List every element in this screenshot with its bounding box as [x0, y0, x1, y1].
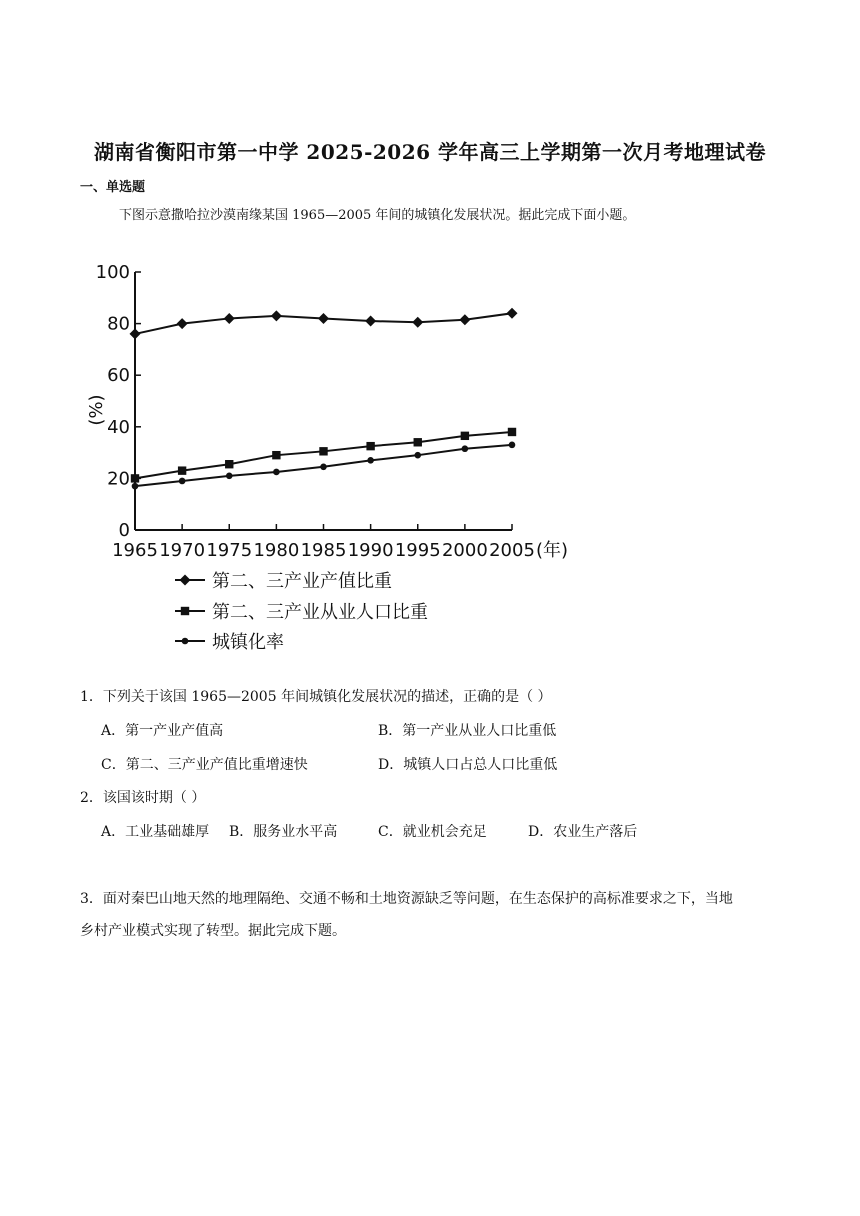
series-3-point [179, 478, 186, 485]
x-tick-label: 1985 [300, 540, 347, 561]
series-1-point [507, 308, 518, 319]
y-tick-label: 20 [107, 468, 130, 490]
series-1-point [130, 328, 141, 339]
series-3-point [226, 473, 233, 480]
series-3-point [367, 457, 374, 464]
x-tick-label: 1975 [206, 540, 253, 561]
question-2-option-a[interactable]: A．工业基础雄厚 [101, 824, 210, 840]
series-3-point [320, 463, 327, 470]
question-1-option-b[interactable]: B．第一产业从业人口比重低 [378, 723, 557, 739]
x-tick-label: 1995 [394, 540, 441, 561]
series-1-point [412, 317, 423, 328]
urbanization-line-chart [78, 255, 598, 665]
legend-marker [182, 638, 189, 645]
series-1-point [177, 318, 188, 329]
x-tick-label: 1970 [159, 540, 206, 561]
y-tick-label: 0 [118, 520, 130, 541]
question-2-stem: 2．该国该时期（ ） [80, 790, 206, 806]
series-2-point [272, 451, 280, 459]
series-3-point [273, 469, 280, 476]
question-1-stem: 1．下列关于该国 1965—2005 年间城镇化发展状况的描述，正确的是（ ） [80, 689, 552, 705]
legend-label: 城镇化率 [212, 632, 284, 653]
legend-label: 第二、三产业从业人口比重 [212, 602, 428, 623]
series-1-point [459, 314, 470, 325]
series-2-point [178, 466, 186, 474]
series-3-point [414, 452, 421, 459]
x-tick-label: 2000 [441, 540, 488, 561]
legend-marker [181, 607, 189, 615]
question-2-option-b[interactable]: B．服务业水平高 [229, 824, 338, 840]
series-2-point [366, 442, 374, 450]
series-3-point [132, 483, 139, 490]
y-tick-label: 100 [95, 262, 130, 283]
series-2-point [319, 447, 327, 455]
question-1-option-a[interactable]: A．第一产业产值高 [101, 723, 224, 739]
series-1-point [224, 313, 235, 324]
x-axis-unit: (年) [536, 540, 569, 561]
section-heading: 一、单选题 [80, 180, 146, 195]
question-1-option-d[interactable]: D．城镇人口占总人口比重低 [378, 757, 558, 773]
series-3-point [462, 445, 469, 452]
question-2-option-d[interactable]: D．农业生产落后 [528, 824, 638, 840]
y-tick-label: 60 [107, 365, 130, 387]
x-tick-label: 2005 [489, 540, 535, 561]
question-3-line-1: 3．面对秦巴山地天然的地理隔绝、交通不畅和土地资源缺乏等问题，在生态保护的高标准要求之下，当地 [80, 891, 733, 907]
series-2-point [131, 474, 139, 482]
series-3-point [509, 442, 516, 449]
page-title: 湖南省衡阳市第一中学 2025-2026 学年高三上学期第一次月考地理试卷 [93, 140, 767, 164]
series-1-point [365, 316, 376, 327]
series-2-point [461, 432, 469, 440]
y-axis-label: (%) [86, 394, 107, 426]
question-3-line-2: 乡村产业模式实现了转型。据此完成下题。 [80, 923, 346, 939]
y-tick-label: 40 [107, 416, 130, 438]
y-tick-label: 80 [107, 313, 130, 335]
x-tick-label: 1965 [112, 540, 158, 561]
x-tick-label: 1990 [347, 540, 394, 561]
series-2-point [508, 428, 516, 436]
x-tick-label: 1980 [253, 540, 300, 561]
series-1-point [318, 313, 329, 324]
legend-marker [180, 575, 191, 586]
series-1-point [271, 310, 282, 321]
legend-label: 第二、三产业产值比重 [212, 571, 392, 592]
question-1-option-c[interactable]: C．第二、三产业产值比重增速快 [101, 757, 308, 773]
intro-text: 下图示意撒哈拉沙漠南缘某国 1965—2005 年间的城镇化发展状况。据此完成下面小题。 [119, 208, 636, 223]
question-2-option-c[interactable]: C．就业机会充足 [378, 824, 487, 840]
series-2-point [225, 460, 233, 468]
series-2-point [414, 438, 422, 446]
